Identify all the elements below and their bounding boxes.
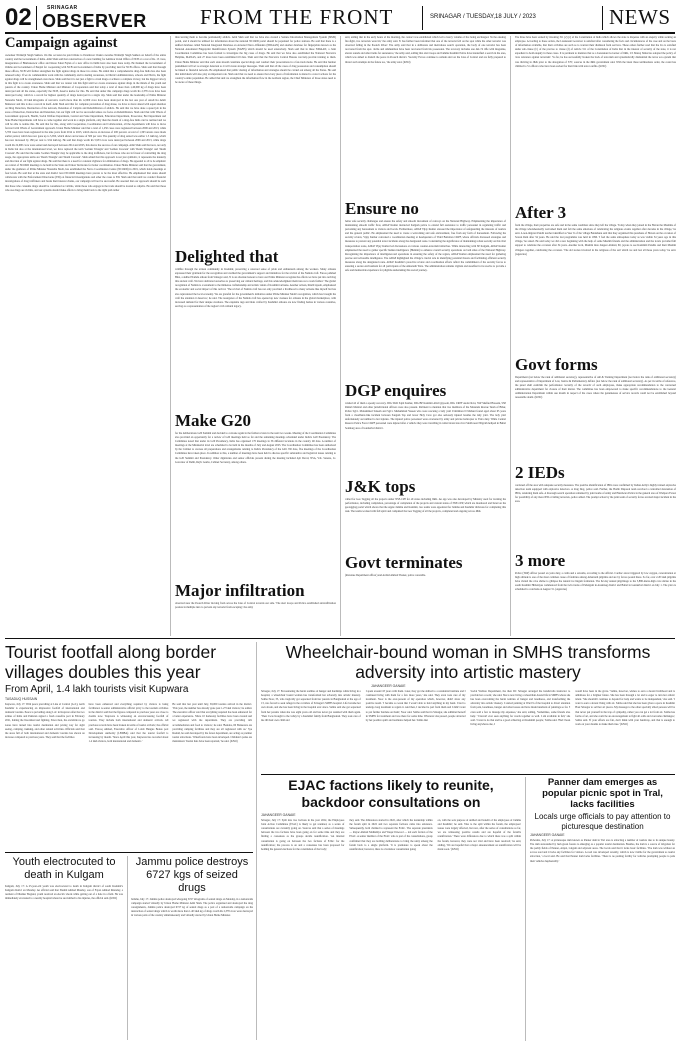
- article-body: Social Welfare Department, the then DC Srinagar arranged the handicrafts instructor to provide her a room,' she said. She is now living a wheelchair-bound life in SMHS where she has been overcoming the harsh realities of hunger and loneliness, and transforming the adversity into artistic mastery. I started painting at Ward 9 of the hospital to divert attention from pain, loneliness, hunger and other issues and have made hundreds of paintings so far. 'I even sold a few to manage my expenses,' she said, adding, 'Sometimes, some friends also help.' 'I haven't ever seen anything for words together as well. I am available in full,' she said. 'I want to do that and be a good achieving art Kashmiri people,' Salma said. 'Had I been living anywhere else, I: [470, 690, 571, 726]
- article-body: I spent around 18 years with them. Later, they got me shifted to a residential institute and I continued living with them for a few more years,' she said. They even took care of my treatment. Noor is the ever-present of my operation which, however, didn't show any positive result. 'I became so weak that I wasn't able to hold anything in my hand. I had to undergo long treatment to regain it. And then, I decided to part from them and I didn't want to put further burdens on them,' Noor said. Salma said that in Srinagar, she admitted herself in SMHS for treatment and was there for some time. Wherever she passed, people attracted by her positive spirit and resilience helped her. Salma met: [365, 690, 466, 722]
- article-body: better safe security challenges and ensure the safety and smooth movement of convoys on the National Highway. Emphasizing the importance of maintaining smooth traffic flow, ADGP Kumar instructed Kalgam police to extend full assistance to traffic personnel in regulating traffic and preventing any harassment to visitors and locals. Furthermore, ADGP Vijay Kumar stressed the importance of safeguarding the interests of tourists and the general public. He emphasized the need to create a welcoming and safe environment, free from any form of harassment. Following the security review, Vijay Kumar convened a coordination meeting at headquarters of Third Battalion CRPF, where officials discussed strategies and measures to prevent any potential terror incidents along the designated route. Considering the significance of maintaining robust security on this vital transportation route, ADGP Vijay Kumar led discussions on various counter-terrorism initiatives. While interacting with SP Kalgam, ADGP Kumar emphasized the need to gather specific human intelligence (Humint) to enhance overall security operations on both sides of the National Highway. Recognizing the importance of intelligence-led operations in ensuring the safety of the region, ADGP Kumar emphasized the need for gathering precise and actionable intelligence. The ADGP highlighted the village's crucial role in identifying potential threats and facilitating efficient security measures along the designated route. ADGP Kashmir's proactive review and coordination efforts reflect the commitment of the security forces to ensuring a secure environment for all participants of the Amarnath Yatra. The administration remains vigilant and steadfast in its resolve to provide a safe and memorable experience for pilgrims undertaking this sacred journey.: [345, 220, 506, 273]
- article-body: would have been in the grave.' Salma, however, wishes to earn a decent livelihood and is ambitious for a brighter future. She has been through a lot and is eager to turn her artistic talent. 'She shouldn't continue to depend for help and wants to be independent,' she said. 'I want to earn a decent living with art. Salma said that she has been given a space in Kashmir Haat Srinagar to sell her art pieces. My message to the other specially abled persons will be that never put yourself in the trap of sympathy, rather you can get a lot from art. Salma has forms of art, and she could be an encouragement to fight all odds and overcome challenges,' Salma said. 'If your efforts are fair, don't think with your handicap, and that is enough to work on your dreams to make them true.' (KNO): [575, 690, 675, 726]
- section-rule: [5, 638, 675, 639]
- dateline: SRINAGAR / TUESDAY,18 JULY / 2023: [430, 14, 536, 20]
- subheadline: From April, 1.4 lakh tourists visit Kupwara: [5, 684, 189, 695]
- headline: Campaign against: [5, 36, 118, 51]
- article-ejac-factions: [261, 777, 521, 1041]
- masthead-rule: [5, 32, 675, 34]
- brand-top: SRINAGAR: [47, 5, 78, 11]
- article-continuation: [175, 36, 336, 246]
- headline: Tourist footfall along border villages doubles this year: [5, 642, 217, 682]
- article-campaign: [5, 36, 166, 636]
- column-2: [175, 36, 336, 636]
- article-panner-dam: [530, 777, 675, 1041]
- right-section-label: NEWS: [609, 5, 671, 29]
- article-wheelchair-woman: [261, 642, 675, 772]
- masthead-divider-3: [602, 6, 603, 30]
- article-body: than leaving them to become permanently addicts. Amit Shah said that we have also created a Seizure Information Management System (SIMS) portal, and it should be utilized for information about the national NCORD portal should be populated for police stations. He said that there is a unified database called National Integrated Database on Arrested Narco-Offenders (NIDAAN) and another database for fingerprints known as the National Automated Fingerprint Identification System (NAFIS) which should be used extensively. Shah said that in these NIDAAN, a Joint Coordination Committee has been formed to investigate the big cases of drugs. He said that we have also established the National Narcotics Helpline, MANAS, and 27 more have been established till date. Shah said that the Narcotics Control Bureau can help provide training to them. Union Home Minister said that each state should constitute special drugs and conduct their prosecutions in a fast-track mode. He said that harsher punishment will act as stronger deterrent as it will create stronger messages. Shah said that all the cases of drug possession and consumption should be linked to financial network. He emphasized that public sharing of information and strategies should be carried out among all the States. He said that individuals will also play an important role. Shah said that we need to ensure that every piece of information is shared to correct actions for the country's entire population. He added that unit we strengthen the information flow in the northern region, the Chief Ministers of those states need to be aware of these things.: [175, 36, 336, 85]
- article-make-g20: [175, 410, 336, 580]
- article-body: Kupwara, July 17: With peace prevailing at Line of Control (LoC), north Kashmir is experiencing an impressive footfall of international and domestic tourists. Peace is prevailing along LoC in Kupwara after the two armies of India and Pakistan signed a fresh ceasefire pact in February 2021, halting the bloodshed and fighting. Since then, the erstwhile no go zones have turned into tourist destination and paving way for sight seeing, camping, trekking, and other related activities. Officials said that the areas full of both international and domestic tourists has shown an increase compared to previous years. They said that the facilities: [5, 703, 85, 739]
- article-body: called for Geo Tagging all the projects under NSE-CPP for all states including J&K. An app was also developed by Ministry used for tracking the performance, including completion, percentage of completion of the projects and current status of NSE-CPP, which are monitored and listed on the geotagging portal which shows that the Apple Jammu and Kashmir, two teams were appointed for Jammu and Kashmir divisions for completing this task. The teams worked with full spirit and completed the Geo Tagging of all the projects, completed and ongoing across J&K.: [345, 498, 506, 514]
- masthead-divider-1: [36, 6, 37, 30]
- article-body: said, adding that in the early hours of the morning, the contact was established which led to heavy volume of fire being exchanged. 'In the ensuing fire-fight, two terrorists were hit,' the army said. 'It has further been informed that one of the terrorist fell on the spot while the other terrorist was observed falling in the Poonch River.' The army said that in a deliberate and meticulous search operation, the body of one terrorist has been recovered from the spot. 'Arms and ammunition have been recovered from his possession. The recovery includes one AK-74 rifle with magazine, eleven rounds and other items for sustenance,' the army said, adding that alert troops and Jammu Kashmir Police have intensified a search in the area, which was aimed to disturb the peace in Poonch district. 'Security Forces continue to remain alert on the Line of Control and are fully prepared to thwart such attempts in the future too,' the army said. (KNO): [345, 36, 506, 64]
- article-body: they said. The differences started in 2022, after which the leadership within the forum split in 2022 and two separate factions came into existence. Subsequently, both claimed to represent the EJAC. The separate presidents — Rayaz Ahmad Malikmiya and Waqar Dawood — led each faction of the EJAC. A senior member of the EJAC who is part of the consultations, group confirmed that they are holding deliberations to bring the unity among the forum back to a single platform. 'It is premature to speak about the reunification; however, there is a backdoor consultation going: [349, 819, 433, 851]
- column-divider: [510, 36, 511, 636]
- article-body: from the village, their properties are safe and in the same condition since they left the village. 'Today when they joined in the Havan the Muslims of the village wholeheartedly welcomed them and felt the same emotions of celebrating the religious events together after decades in the village,' he said. A non-migrant Pandit teacher identified as Veer Ji of the village Batakhanu said that they organized this purohans of Hawan on the occasion of Sawan Ram after 34 years. He said the last programme was held in 1990. 'I feel the same atmosphere today as was visible 34 years ago in this village,' he stated. He said today we did a new beginning with the help of some Muslim friends and the administration and the locals provided full support to celebrate the occasion after 34 years. Another local, Muslim man Jangeer Ahmad, 60, joyous to see Kashmiri Pandits and their Muslim villagers together, celebrating the occasion. 'The old stories involved in the religious of the soil which we and lost all these years today,' he said. (Agencies): [515, 224, 676, 256]
- headline: Jammu police destroys 6727 kgs of seized drugs: [135, 856, 249, 894]
- article-body: wished all of them a speedy recovery. DIG SKR Sajid Kumar, DIG BP Kashmir Abid Qayoom, DIG CRPF Aadar Ravi, SSP Shafiud Hussain, SSP Rishab Mantral and other jurisdictional officers were also present. Pertinent to mention that two members of the Mazanda Rescue Team of Bihar, Police SgCt. Mohammed Saleem and SgCt. Muhammad Yaseen who were rescuing a lady yatri Urmilaben D Mahant found aged about 65 years from a cloudburst-like incident between Sangam Top and lower Holy Cave got also seriously injured besides the lady yatri. The lady yatri unfortunately succumbed to her injuries. The injured police personnel were evacuated by army and private helicopter to Yatra duty. While Central Reserve Police Force CRPF personnel were injured after a vehicle they were travelling in rolled down into river Sindh near Nilgrath helipad in Baltal Sonmarg area of Ganderbal district.: [345, 402, 506, 430]
- headline: Panner dam emerges as popular picnic spot in Tral, lacks facilities: [542, 777, 663, 810]
- article-jammu-police: [131, 856, 253, 1040]
- headline: Major infiltration: [175, 581, 305, 600]
- article-body: cordoned off the area with adequate security measures. The positive identification of IEDs were confirmed by Indian Army's highly trained explosive detection team equipped with explosive detectors. A drug Dog, police said. Further, the Bomb Disposal team received a controlled detonation of IEDs, rendering them safe. A thorough search operation remained by joint teams of Army and Handwara Police in the general area of Wadpora Forest for possibility of any more IED or hiding terrorists, police added. The prompt action by the joint team of security forces averted major incident in the area.: [515, 484, 676, 504]
- article-ensure: [345, 198, 506, 380]
- article-body: on, with the sole purpose of unified and benefit of the employees of Jammu and Kashmir,' he said. 'Due to the split within the forum, the employees' issues were largely affected, but now, after the series of consultations so far, we are witnessing positive results and are hopeful of the forum's reunification.' There were differences due to which there was a split within the forum, however, they were not vital and have been resolved,' he said, adding, 'We are hopeful that a major announcement on reunification will be made soon.' (KNO): [437, 819, 521, 851]
- headline: DGP enquires: [345, 381, 447, 400]
- headline: Ensure no: [345, 199, 419, 218]
- headline: 2 IEDs: [515, 463, 565, 482]
- article-body: Police (TRP) officer posted on yatra duty, a cadin and a suvaidu, according to the official. Cardiac arrest triggered by low oxygen, concentration at high altitude is one of the most common cause of fatalities among Amarnath pilgrims and are by forces posted there. So far, over 2.20 lakh pilgrims have visited the cave shrine to glimpse the natural ice lingam formation. The 62-day annual pilgrimage to the 3,880-metre-high cave shrine in the south Kashmir Himalayas commenced from the twin tracks of Pahalgam in Anantnag district and Baltal in Ganderbal district on July 1. The yatra is scheduled to conclude on August 31. (Agencies): [515, 572, 676, 592]
- headline: After 3: [515, 203, 567, 222]
- headline: Youth electrocuted to death in Kulgam: [12, 856, 116, 881]
- column-4: [515, 36, 676, 636]
- article-body: He said that last year until July, 63,000 tourists arrived in the district. 'This year, the number has already gone past 1.27 lakh visitors,' he added. The executive officer said that everything required has been enhanced for a better experience. 'More 10 homestay facilities have been created and we registered with the department. They are providing rich accommodation and food to visitors,' he said. 'Besides, 60 Bannerers are providing camping facilities and they are all registered with us.' Sye Rashid, he said developed by the forest department, are acting as premier tourist attractions. 'Waterfronts have been developed. Children's parks are maintained. Tourist huts have been repaired,' he said. (KNO): [172, 703, 252, 743]
- section-rule: [261, 774, 675, 775]
- article-body: Pulwama, July 17: A picturesque dam known as Panner dam in Tral area is attracting a number of tourists due to its unique beauty. The dam surrounded by lush green forests is emerging as a popular tourist destination. Besides, the dam is a source of irrigation for the paddy fields of Panner, Aripal, Lalgam and adjacent areas. The locals said that it lacks basic facilities. 'The dam was without an access road and it lacks any facilities for visitors. A road was developed recently, which is now visible for the government as tourist attraction,' a local said. He said that Panner dam lacks facilities. 'There is no parking facility for vehicles prompting people to park their vehicles haphazardly.': [530, 839, 675, 863]
- headline: Govt terminates: [345, 553, 463, 572]
- brand-name: OBSERVER: [42, 11, 147, 31]
- headline: Wheelchair-bound woman in SMHS transforms adversity into artistic mastery: [285, 642, 651, 682]
- article-body: wildfire through the artisan community in Kashmir, preserving a renewed sense of pride and enthusiasm among the workers. Many artisans expressed their gratitude for the recognition and credited the government's support and initiatives for the revival of the Namda craft. Farooq Ahmad Bhat, a skilled Namda artisan from Srinagar said, 'It is an absolute honour to have our Prime Minister recognize the efforts we have put into reviving this ancient craft. We have dedicated ourselves to preserving our cultural heritage, and this acknowledgment motivates us to work further.' The global recognition of Namda is a testament to the immense craftsmanship and artistic talent of Kashmiri artisans. Another artisan, Khalil Ayoub, emphasized the economic and social impact of this revival. 'The revival of Namda craft has not only provided a livelihood to many artisans like myself but has also rejuvenated the local economy. We are grateful for the government's initiatives under Prime Minister Modi's recognition, which has brought the craft the attention it deserves,' he said. The resurgence of the Namda craft has opened up new avenues for artisans in the global marketplace, with increased demand for their unique creations. The exquisite rugs and mats crafted by Kashmiri artisans are now finding homes in various countries, serving as a representation of the region's rich cultural legacy.: [175, 268, 336, 308]
- article-major-infiltration: [175, 580, 336, 636]
- article-body: ownedeer Nirmaljit Singh Sekhon. On this occasion he paid tribute to Paramveer Chakra awardee Nirmaljit Singh Sekhon on behalf of the entire country and the Government of India. Amit Shah said that construction of a new building for Amritsar Zonal Office of NCB at a cost of Rs. 15 crore, inauguration of Bhubaneswar office and Kisan Sahai Fajlan of a new office in Delhi have also been done today. He thanked the Government of Odisha and Government of Punjab for cooperating with NCB and Government of India by providing land for NCB offices. Shah said that through these offices, NCB will further strengthen the fight against drugs in these two states. He added that a comprehensive drug-free India has also been released today. If we do commendable work with the community and in dealing awareness, in District Administration, schools and NGOs, the fight against drugs will be strengthened even more. Shah said that it is not just a fight to crush drugs or achieve a complete victory, but the biggest victory in this fight is to create awareness. Shah said that we cannot win this fight until we create awareness against drugs in the minds of the youth and parents of the country. Union Home Minister and Minister of Cooperation said that today a total of more than 1,40,000 kg of drugs have been destroyed and all the states, especially the NCB, deserve kudos for this. He said that under this campaign drugs worth Rs 2,378 crore have been destroyed today, which is a record for highest quantity of drugs destroyed in a single day. Shah said that under the leadership of Prime Minister Narendra Modi, 10 lakh kilograms of narcotics worth more than Rs 12,000 crore have been destroyed in the last one year of Azadi Ka Amrit Mahotsav and this is also a record in itself. Amit Shah said that for complete prevention of drug abuse, we have to move ahead with equal attention on Drug Detection, Destruction of the network, Detention of Culprits and Rehabilitation of addicts. He said that we have done a speed job in the areas of Detection, Destruction and Detention, but our fight will not be successful unless we focus on Rehabilitation. Shah said that with Whole of Government approach, Health, Social Welfare Department, Central and State Department, Education Department, Prosecutor, Bar Department and State Home Departments will have to come together and work in a single platform, only then the dream of a drug-free India can be realized and we will be able to realize this. He said that for this, along with Cooperation, Coordination and Collaboration, all the departments will have to move forward with Whole of Government approach. Union Home Minister said that a total of 1,250 cases were registered between 2006 and 2013, while 5,700 cases have been registered in the nine years from 2014 to 2023, which shows an increase of 200 percent. A total of 1,363 arrests were made earlier period, which has now gone up to 5,650, which shows an increase of 300 per cent. The quantity of drug seized was earlier 1.5 lakh kg, which has now increased by 180 per cent to 3.94 lakh kg. He said that drugs worth Rs 5,933 crore were destroyed between 2006 and 2013, while drugs worth Rs 22,000 crore were seized and destroyed between 2014 and 2023, this shows the success of our campaign. Amit Shah said that now, not only in India but also at the international level, we have replaced the term 'Golden Triangle' and 'Golden Crescent' with 'Death Triangle' and 'Death Crescent'. He said that the name 'Golden Triangle' may be applicable to the drug traffickers, but for those who are in favour of controlling the drug usage, the appropriate terms are 'Death Triangle' and 'Death Crescent'. Shah added that this approach is not just symbolic, it represents the intensity and direction of our fight against drugs. He said that there is a need for constant vigilance for elimination of drugs. He appealed to all to be emphatic on control of NCORD meetings to be held in the State and Union Territories for better coordination. Union Home Minister said that the government, under the guidance of Prime Minister Narendra Modi, has established the Narco Coordination Centre (NCORD) in 2019, which holds meetings at four levels. He said that at the state and district level NCORD meetings have proven to be the most effective. He emphasized that states should collaborate with the Enforcement Directorate (ED) on financial investigations and other the cases to ED. Shah said that until we conduct financial investigations of drug traffickers and break their interest chains, our campaign will not be successful. He asserted that our approach should be such that those who consume drugs should be considered as victims, while those who engage in the trade should be treated as culprits. He said that those who use drugs are victims, and our systems should make efforts to bring them back to the right path rather: [5, 53, 166, 192]
- column-divider: [525, 777, 526, 1041]
- article-2-ieds: [515, 462, 676, 550]
- column-divider: [170, 36, 171, 636]
- headline: Govt forms: [515, 355, 598, 374]
- article-continuation: [515, 36, 676, 202]
- column-divider: [256, 642, 257, 1040]
- article-3-more: [515, 550, 676, 636]
- column-divider: [340, 36, 341, 636]
- column-divider: [127, 856, 128, 1040]
- article-body: Srinagar, July 17: Encountering the harsh realities of hunger and hardships while living in a hospital, a wheelchair bound woman has transformed her adversity into artistic mastery. Salma Noor, 35, who tragically got separated from her parents in Bangladesh at the age of 13, was forced to seek refuge in the corridors of Srinagar's SMHS hospital. Life became her own abode, and she has been living in the hospital ever since. Salma said she got separated from her parents when she was eight years old and has never got reunited with them again. 'Then I was brought to the valley by a Kashmiri family from Bangladesh. They took care of me till their own child and: [261, 690, 361, 722]
- article-jk-tops: [345, 476, 506, 552]
- byline: JAHANGEER GANAIE: [261, 813, 296, 817]
- headline: J&K tops: [345, 477, 416, 496]
- page-number: 02: [5, 4, 32, 31]
- article-body: for the deliberations G20 Summit and decided to convene again in the further review in the next two weeks. Meeting of the Coordination Committee also provided an opportunity for a review of G20 meetings held so far and the remaining meetings scheduled under India's G20 Presidency. The Committee noted that under its G20 Presidency, India has organised 170 meetings in 56 different locations in the country till date. A number of meetings at the Ministerial level are scheduled to be held in the months of July and August 2023. The Coordination Committee has been authorized by the Cabinet to oversee all preparations and arrangements relating to India's Presidency of the G20. Till date, five meetings of the Coordination Committee have taken place. In addition to this, a number of meetings have been held to discuss specific substantive and logistical issues relating to the G20 Summit and Presidency. Other dignitaries and senior officials present during the meeting included Ajit Doval, NSA, V.K. Saxena, Lt. Governor of Delhi, Rajiv Gauba, Cabinet Secretary, among others.: [175, 432, 336, 464]
- byline: JAHANGEER GANAIE: [530, 833, 565, 837]
- article-tourist-footfall: [5, 642, 252, 850]
- article-body: The three have been sacked by invoking 311 (2) (c) of the Constitution of India which allows the state to dispense with an enquiry while sacking an employee. According to these orders, the Lieutenant Governor is satisfied after considering the facts and circumstances of the case and on the basis of information available, that their activities are such as to warrant their dismissal from services. These orders further read that the LG is satisfied under sub-clause (C) of the proviso to clause (2) of Article 311 of the Constitution of India that in the interest of security of the state, it is not expedient to hold enquiry in these cases. It is pertinent to mention that as a Lieutenant Governor of J&K, LT. Manoj Sinha has adopted the policy of 'zero tolerance against terrorism'. 'So far, he has successfully broken the back of terrorism and systematically dismantled the terror eco-system that was thriving in J&K prior to the abrogation of 370,' sources in the J&K government said. With the latest three terminations order, the count has climbed to 51 officers who have been sacked for their link with terror outfits. (KNO): [515, 36, 676, 68]
- article-body: Department (not below the rank of additional secretary), representative of AR & Training Department (not below the rank of additional secretary) and representative of Department of Law, Justice & Parliamentary Affairs (not below the rank of additional secretary). As per its terms of reference, the panel shall establish the performance 'security of the records' of such employees, make appropriate recommendation to the concerned administrative department for closure of their matter. The committee has been empowered to make specific recommendations to the General Administration Department within one month in respect of the cases where the genuineness of service records could not be established beyond reasonable doubt. (KNO): [515, 376, 676, 400]
- article-govt-terminates: [345, 552, 506, 596]
- article-body: have been enhanced and everything required by visitors is being facilitated. A senior administrative official privy to the tourism activities in the district said that the figures compared to previous years are close to double now. 'Kupwara is witnessing an ever-increasing footfall of tourists. They include both international and domestic arrivals. All previous records have been broken in terms of tourist arrivals,' the official said. Farooq Ahmad, Executive officer of Lolab Bungus Bonus port Development Authority (LBDBA) said that the tourist footfall is increasing by month. 'Since April this year, Kupwara has recorded about 1.4 lakh visitors, both international and domestic.': [88, 703, 169, 743]
- article-body: Jammu, July 17: Jammu police destroyed whopping 6727 kilograms of seized drugs on Monday, in a nationwide campaign started virtually by Union Home Minister Amit Shah. The police organized and destroyed the drug consignments, Jammu police destroyed 6727 kg of seized drugs as a part of a nationwide campaign on the destruction of seized drugs which is worth more than 1.40 lakh kg of drugs worth Rs 2,378 crore were destroyed in various parts of the country simultaneously and virtually started by Union Home Minister.: [131, 898, 253, 918]
- headline: Delighted that: [175, 247, 279, 266]
- masthead-divider-2: [422, 6, 423, 30]
- section-rule: [5, 852, 253, 853]
- article-body: Srinagar, July 17: Split into two factions in the year 2022, the Employees Joint Action Committee (EJAC) is likely to get reunited, as a series of consultations are currently going on. Sources said that a series of meetings between the two factions have been going on for some time and they are finding a consensus as the groups decide reunification. 'An internal consultation is going on between the two factions of EJAC for the reunification; the process is on and a consensus has been proposed for holding the general elections for the constitution of the body,': [261, 819, 345, 851]
- column-3: [345, 36, 506, 636]
- byline: JAHANGEER GANAIE: [371, 684, 406, 688]
- headline: Make G20: [175, 411, 252, 430]
- article-body: (Revenue Department officer) and Arshid Ahmad Thoker, police constable.: [345, 574, 426, 577]
- article-body: observed near the Poonch River moving from across the Line of Control towards our side. 'The alert troops and Police established anti-infiltration posture in multiple tiers to prevent any terrorist from escaping,' the army: [175, 602, 336, 610]
- article-dgp: [345, 380, 506, 476]
- article-continuation: [345, 36, 506, 198]
- headline: 3 more: [515, 551, 566, 570]
- article-delighted: [175, 246, 336, 410]
- section-title: FROM THE FRONT: [200, 5, 394, 29]
- article-govt-forms: [515, 354, 676, 462]
- byline: TASADUQ HUSSAIN: [5, 697, 38, 701]
- headline: EJAC factions likely to reunite, backdoor consultations on: [288, 777, 494, 810]
- article-youth-electrocuted: [5, 856, 123, 1040]
- article-body: Kulgam, July 17: A 25-year-old youth was electrocuted to death in Kulgam district of south Kashmir's Kulgam district on Monday. An official said that Shahid Ahmad Manday, son of Fayaz Ahmad Khanday, a resident of Dhamer Bogund, youth received an electric shock while getting out of a hole in a field. He was immediately evacuated to a nearby hospital where he succumbed to his injuries, the official said. (KNO): [5, 885, 123, 901]
- subheadline: Locals urge officials to pay attention to picturesque destination: [534, 812, 671, 831]
- article-after-3: [515, 202, 676, 354]
